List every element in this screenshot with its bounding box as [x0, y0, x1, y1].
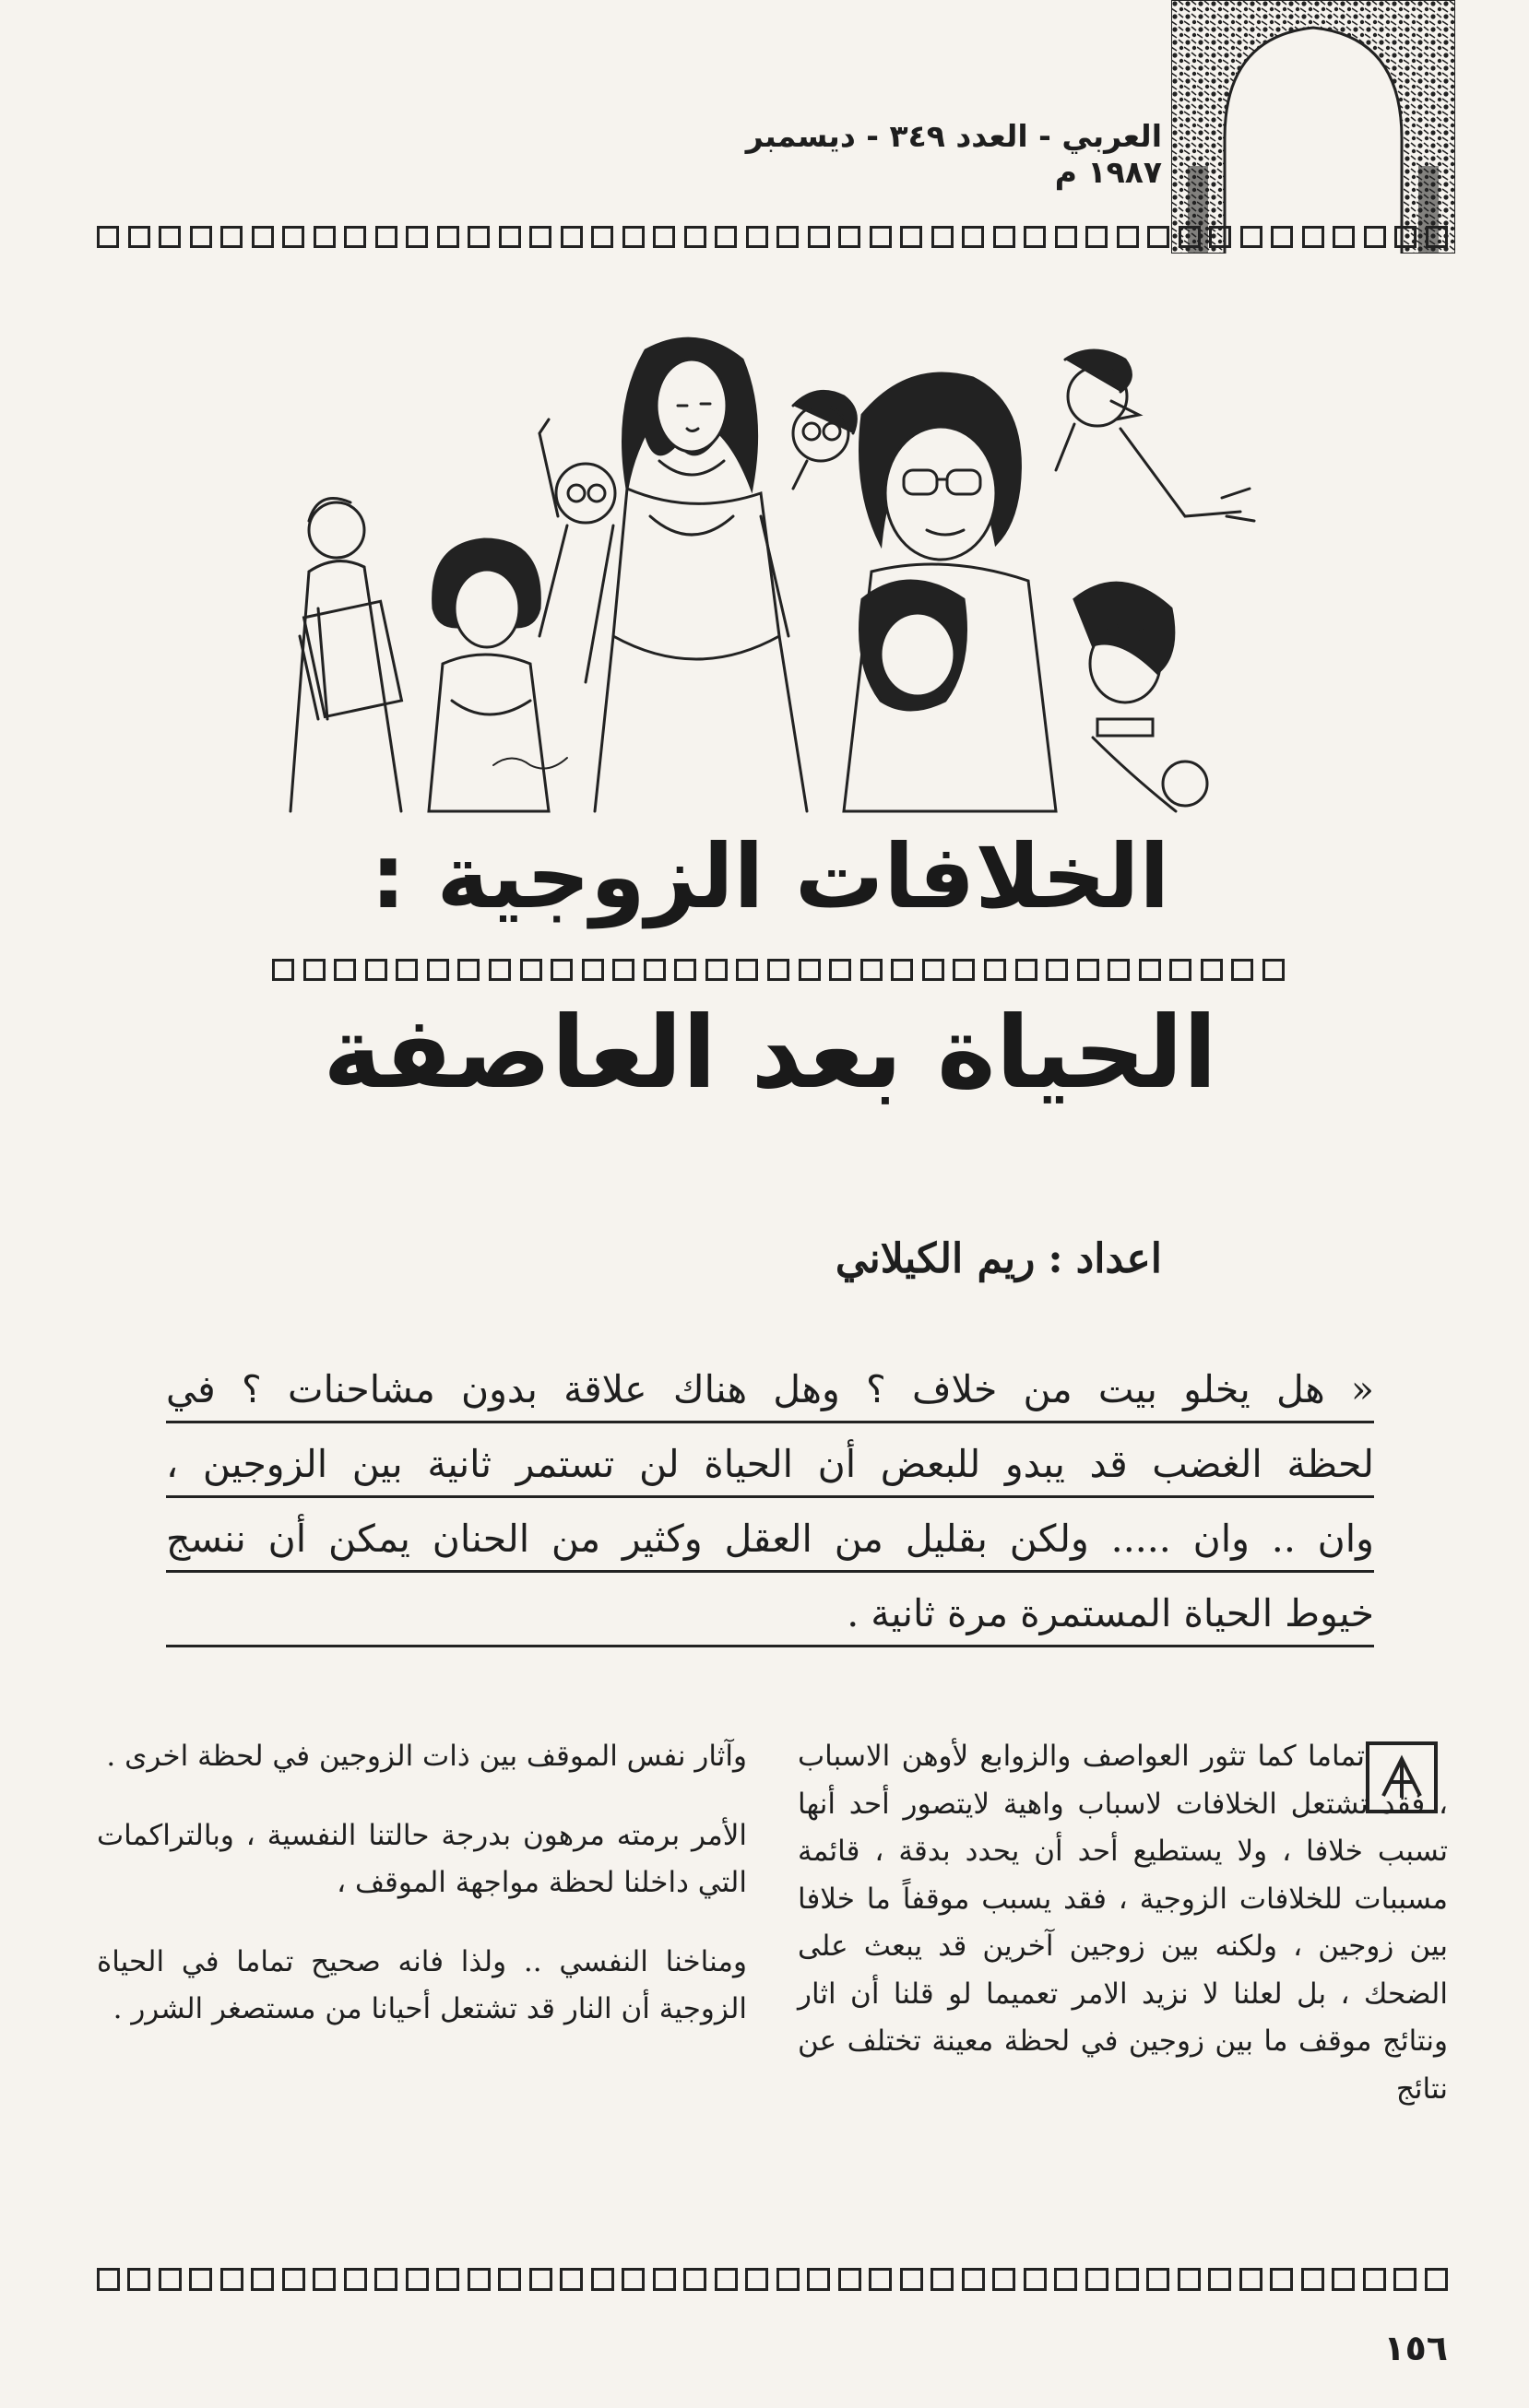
decorative-square	[622, 226, 645, 248]
decorative-square	[984, 959, 1006, 981]
decorative-square	[715, 2268, 738, 2291]
decorative-square	[1024, 2268, 1047, 2291]
decorative-square	[1426, 226, 1448, 248]
decorative-square	[159, 2268, 182, 2291]
decorative-square	[591, 226, 613, 248]
decorative-square	[900, 2268, 923, 2291]
decorative-square	[190, 226, 212, 248]
issue-header: العربي - العدد ٣٤٩ - ديسمبر ١٩٨٧ م	[745, 118, 1162, 190]
decorative-square	[582, 959, 604, 981]
decorative-square	[993, 226, 1015, 248]
body-column-left	[97, 1733, 747, 2034]
decorative-square	[891, 959, 913, 981]
article-title-line-2: الحياة بعد العاصفة	[323, 996, 1217, 1111]
decorative-square	[272, 959, 294, 981]
decorative-square	[1201, 959, 1223, 981]
decorative-square	[406, 226, 428, 248]
decorative-square	[375, 226, 397, 248]
decorative-box-row-top	[97, 226, 1448, 252]
decorative-square	[931, 226, 954, 248]
decorative-square	[468, 2268, 491, 2291]
decorative-square	[1271, 226, 1293, 248]
decorative-square	[1302, 226, 1324, 248]
decorative-square	[1240, 226, 1262, 248]
decorative-square	[406, 2268, 429, 2291]
decorative-square	[1108, 959, 1130, 981]
decorative-square	[644, 959, 666, 981]
body-paragraph: تماما كما تثور العواصف والزوابع لأوهن الاسباب ، فقد تشتعل الخلافات لاسباب واهية لايتصور أحد أنها تسبب خلافا ، ولا يستطيع أحد أن يحدد بدقة ، قائمة مسببات للخلافات الزوجية ، فقد يسبب موقفاً ما خلافا بين زوجين ، ولكنه بين زوجين آخرين قد يبعث على الضحك ، بل لعلنا لا نزيد الامر تعميما لو قلنا أن اثار ونتائج موقف ما بين زوجين في لحظة معينة تختلف عن نتائج	[798, 1740, 1448, 2106]
byline-label: اعداد	[1075, 1235, 1162, 1282]
body-paragraph: الأمر برمته مرهون بدرجة حالتنا النفسية ، وبالتراكمات التي داخلنا لحظة مواجهة الموقف ،	[97, 1818, 747, 1899]
byline	[646, 1235, 1162, 1282]
decorative-square	[1333, 226, 1355, 248]
body-paragraph: وآثار نفس الموقف بين ذات الزوجين في لحظة اخرى .	[106, 1740, 747, 1773]
decorative-square	[1024, 226, 1046, 248]
decorative-square	[1393, 2268, 1416, 2291]
decorative-square	[746, 226, 768, 248]
decorative-square	[457, 959, 480, 981]
decorative-box-row-bottom	[97, 2268, 1448, 2296]
decorative-square	[1046, 959, 1068, 981]
decorative-square	[468, 226, 490, 248]
decorative-square	[499, 226, 521, 248]
decorative-square	[1085, 2268, 1108, 2291]
decorative-square	[807, 2268, 830, 2291]
decorative-square	[922, 959, 944, 981]
decorative-square	[1116, 2268, 1139, 2291]
decorative-square	[313, 2268, 336, 2291]
byline-author: ريم الكيلاني	[835, 1235, 1036, 1282]
decorative-square	[799, 959, 821, 981]
decorative-square	[1085, 226, 1108, 248]
decorative-square	[520, 959, 542, 981]
decorative-square	[992, 2268, 1015, 2291]
decorative-square	[1394, 226, 1416, 248]
decorative-square	[1363, 2268, 1386, 2291]
decorative-square	[1178, 2268, 1201, 2291]
byline-separator: :	[1048, 1235, 1063, 1282]
decorative-square	[551, 959, 573, 981]
decorative-square	[1364, 226, 1386, 248]
decorative-square	[1239, 2268, 1262, 2291]
decorative-square	[1301, 2268, 1324, 2291]
decorative-square	[1015, 959, 1037, 981]
decorative-box-row-title	[272, 959, 1285, 985]
body-paragraph: ومناخنا النفسي .. ولذا فانه صحيح تماما في الحياة الزوجية أن النار قد تشتعل أحيانا من مستصغر الشرر .	[97, 1944, 747, 2025]
decorative-square	[1425, 2268, 1448, 2291]
decorative-square	[900, 226, 922, 248]
decorative-square	[1231, 959, 1253, 981]
decorative-square	[365, 959, 387, 981]
intro-line: وان .. وان ..... ولكن بقليل من العقل وكثير من الحنان يمكن أن ننسج	[166, 1509, 1374, 1573]
decorative-square	[314, 226, 336, 248]
decorative-square	[715, 226, 737, 248]
decorative-square	[220, 226, 243, 248]
decorative-square	[776, 2268, 800, 2291]
decorative-square	[653, 226, 675, 248]
decorative-square	[1139, 959, 1161, 981]
decorative-square	[159, 226, 181, 248]
decorative-square	[674, 959, 696, 981]
decorative-square	[1055, 226, 1077, 248]
intro-block	[166, 1360, 1374, 1658]
decorative-square	[829, 959, 851, 981]
decorative-square	[1147, 226, 1169, 248]
decorative-square	[1208, 2268, 1231, 2291]
intro-line: لحظة الغضب قد يبدو للبعض أن الحياة لن تستمر ثانية بين الزوجين ،	[166, 1434, 1374, 1498]
decorative-square	[436, 2268, 459, 2291]
decorative-square	[252, 226, 274, 248]
decorative-square	[303, 959, 326, 981]
decorative-square	[251, 2268, 274, 2291]
decorative-square	[683, 2268, 706, 2291]
decorative-square	[930, 2268, 954, 2291]
decorative-square	[498, 2268, 521, 2291]
decorative-square	[220, 2268, 243, 2291]
decorative-square	[838, 2268, 861, 2291]
decorative-square	[1332, 2268, 1355, 2291]
decorative-square	[427, 959, 449, 981]
decorative-square	[1077, 959, 1099, 981]
body-column-right	[798, 1733, 1448, 2113]
page-number: ١٥٦	[1383, 2328, 1448, 2368]
decorative-square	[1146, 2268, 1169, 2291]
decorative-square	[344, 226, 366, 248]
decorative-square	[334, 959, 356, 981]
decorative-square	[97, 2268, 120, 2291]
decorative-square	[860, 959, 883, 981]
decorative-square	[705, 959, 728, 981]
decorative-square	[282, 226, 304, 248]
decorative-square	[529, 226, 551, 248]
decorative-square	[962, 226, 984, 248]
decorative-square	[128, 226, 150, 248]
decorative-square	[1209, 226, 1231, 248]
decorative-square	[396, 959, 418, 981]
decorative-square	[189, 2268, 212, 2291]
arabesque-arch-ornament	[1171, 0, 1455, 254]
decorative-square	[745, 2268, 768, 2291]
decorative-square	[489, 959, 511, 981]
decorative-square	[1169, 959, 1191, 981]
decorative-square	[344, 2268, 367, 2291]
decorative-square	[622, 2268, 645, 2291]
article-title-line-1: الخلافات الزوجية :	[370, 825, 1170, 928]
decorative-square	[591, 2268, 614, 2291]
decorative-square	[560, 2268, 583, 2291]
decorative-square	[776, 226, 799, 248]
decorative-square	[529, 2268, 552, 2291]
decorative-square	[127, 2268, 150, 2291]
decorative-square	[684, 226, 706, 248]
intro-line: « هل يخلو بيت من خلاف ؟ وهل هناك علاقة بدون مشاحنات ؟ في	[166, 1360, 1374, 1423]
decorative-square	[870, 226, 892, 248]
decorative-square	[1054, 2268, 1077, 2291]
decorative-square	[561, 226, 583, 248]
decorative-square	[1270, 2268, 1293, 2291]
decorative-square	[612, 959, 634, 981]
decorative-square	[1262, 959, 1285, 981]
decorative-square	[97, 226, 119, 248]
decorative-square	[808, 226, 830, 248]
caricature-illustration	[263, 332, 1268, 830]
decorative-square	[1179, 226, 1201, 248]
decorative-square	[736, 959, 758, 981]
decorative-square	[374, 2268, 397, 2291]
decorative-square	[437, 226, 459, 248]
decorative-square	[653, 2268, 676, 2291]
decorative-square	[962, 2268, 985, 2291]
intro-line: خيوط الحياة المستمرة مرة ثانية .	[166, 1584, 1374, 1647]
decorative-square	[1117, 226, 1139, 248]
decorative-square	[767, 959, 789, 981]
decorative-square	[869, 2268, 892, 2291]
decorative-square	[838, 226, 860, 248]
decorative-square	[282, 2268, 305, 2291]
decorative-square	[953, 959, 975, 981]
